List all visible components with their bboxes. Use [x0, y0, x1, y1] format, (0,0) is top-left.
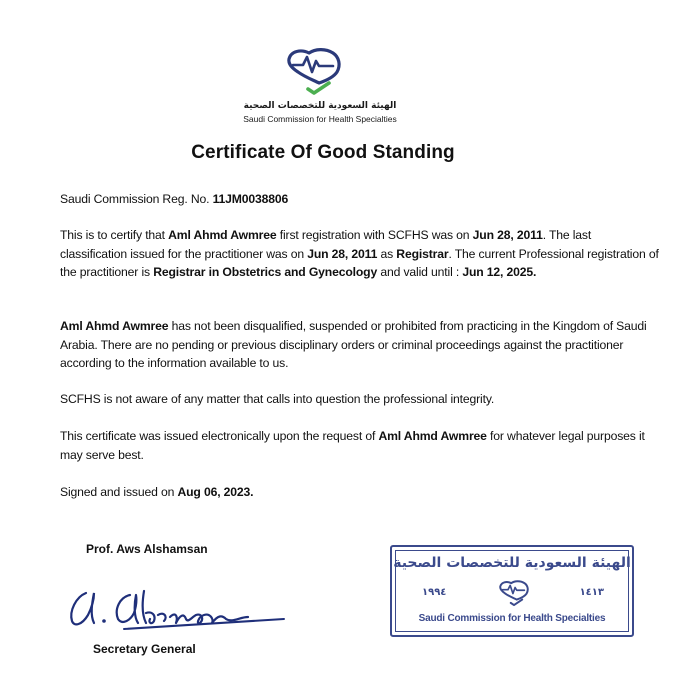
paragraph-integrity: SCFHS is not aware of any matter that calls into question the professional integrity. [60, 392, 495, 406]
classification: Registrar [396, 246, 449, 261]
registration-line [60, 190, 660, 209]
text-fragment: . The last classification issued for the practitioner was on [60, 228, 592, 261]
text-fragment: and valid until : [377, 265, 463, 279]
stamp-year-gregorian: ١٩٩٤ [422, 587, 447, 598]
first-registration-date: Jun 28, 2011 [472, 228, 543, 242]
signed-label: Signed and issued on [60, 485, 178, 499]
signed-issued-line [60, 483, 660, 502]
page-title: Certificate Of Good Standing [191, 142, 455, 163]
paragraph-registration-details [60, 226, 660, 282]
classification-date: Jun 28, 2011 [307, 246, 378, 261]
text-fragment: . [533, 265, 537, 279]
scfhs-stamp-logo-icon [497, 578, 531, 608]
text-fragment: This certificate was issued electronically upon the request of [60, 429, 379, 443]
practitioner-name: Aml Ahmd Awmree [378, 429, 487, 443]
stamp-year-hijri: ١٤١٣ [579, 587, 604, 598]
practitioner-name: Aml Ahmd Awmree [168, 228, 277, 242]
org-name-english: Saudi Commission for Health Specialties [243, 114, 397, 124]
registration-number: 11JM0038806 [212, 192, 289, 206]
valid-until-date: Jun 12, 2025 [462, 265, 534, 279]
handwritten-signature [64, 583, 286, 633]
signatory-name: Prof. Aws Alshamsan [86, 542, 208, 556]
practitioner-name: Aml Ahmd Awmree [60, 319, 169, 333]
text-fragment: This is to certify that [60, 228, 169, 242]
issue-date: Aug 06, 2023. [177, 485, 254, 499]
official-stamp [390, 545, 634, 637]
text-fragment: first registration with SCFHS was on [276, 228, 473, 242]
scfhs-logo-icon [283, 45, 345, 97]
stamp-arabic-text: الهيئة السعودية للتخصصات الصحية [393, 555, 631, 571]
current-registration: Registrar in Obstetrics and Gynecology [153, 265, 378, 279]
text-fragment: . The current Professional registration of the practitioner is [60, 246, 659, 279]
signatory-title: Secretary General [93, 642, 196, 656]
org-name-arabic: الهيئة السعودية للتخصصات الصحية [243, 101, 397, 111]
text-fragment: as [377, 246, 397, 261]
registration-label: Saudi Commission Reg. No. [60, 192, 213, 206]
stamp-english-text: Saudi Commission for Health Specialties [418, 613, 606, 624]
text-fragment: for whatever legal purposes it may serve best. [60, 429, 645, 462]
text-fragment: has not been disqualified, suspended or prohibited from practicing in the Kingdom of Saudi Arabia. There are no pending or previous disciplinary orders or criminal proceedings against the practitioner according to the information available to us. [60, 319, 647, 370]
paragraph-disciplinary-status [60, 317, 660, 373]
paragraph-issuance-purpose [60, 427, 660, 464]
